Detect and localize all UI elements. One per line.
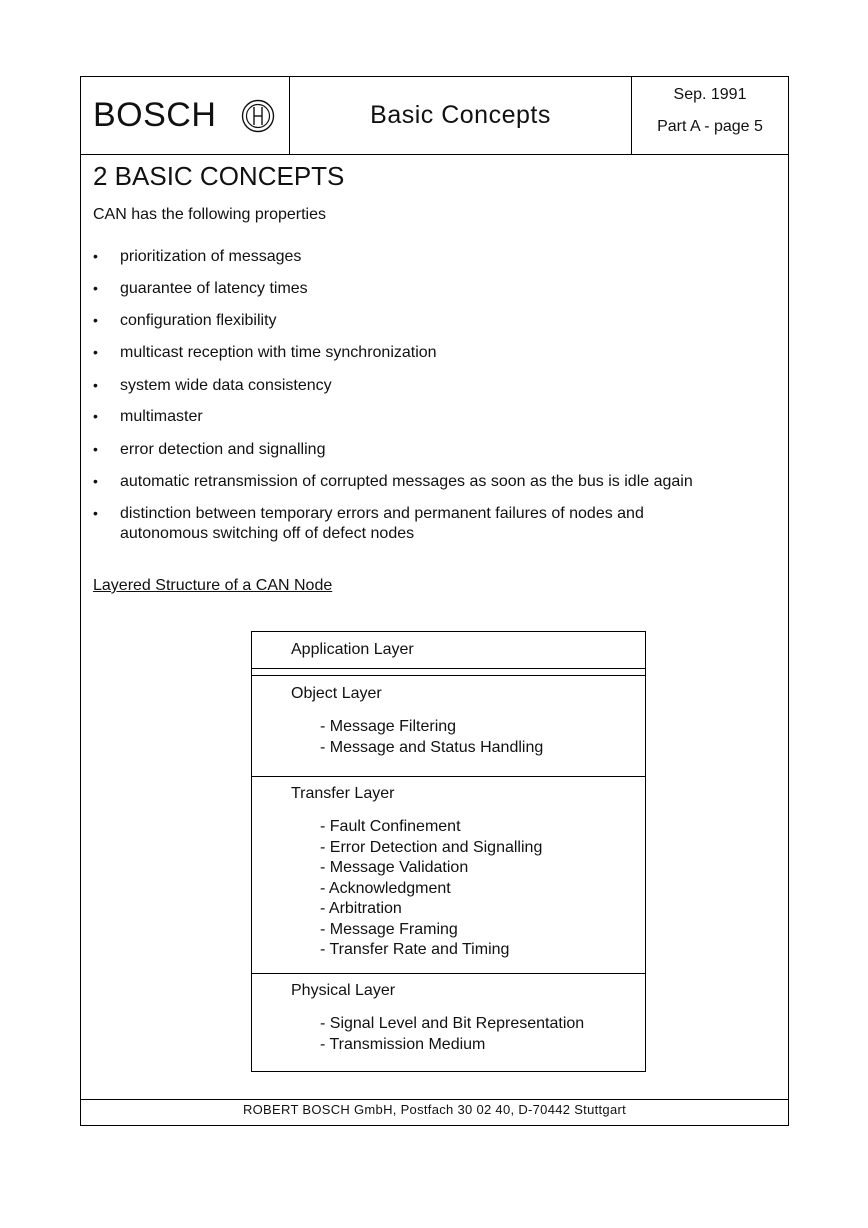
diagram-heading: Layered Structure of a CAN Node xyxy=(93,577,333,594)
layer-diagram xyxy=(251,631,646,1072)
section-title: 2 BASIC CONCEPTS xyxy=(93,161,345,191)
page-footer: ROBERT BOSCH GmbH, Postfach 30 02 40, D-70442 Stuttgart xyxy=(242,1102,627,1117)
list-item: - Acknowledgment xyxy=(320,879,451,897)
layer-divider xyxy=(252,668,645,669)
list-item: - Message and Status Handling xyxy=(320,738,544,756)
document-title: Basic Concepts xyxy=(370,101,551,129)
document-date: Sep. 1991 xyxy=(673,86,747,103)
layer-item-list xyxy=(320,717,543,758)
bosch-armature-logo-icon xyxy=(241,99,275,133)
brand-name: BOSCH xyxy=(93,96,217,134)
footer-divider xyxy=(81,1099,788,1100)
layer-name: Object Layer xyxy=(291,685,382,702)
list-item: - Signal Level and Bit Representation xyxy=(320,1015,585,1032)
header-date-cell xyxy=(632,77,788,155)
header-logo-cell xyxy=(81,77,290,155)
section-intro: CAN has the following properties xyxy=(93,206,327,223)
layer-object xyxy=(252,676,645,776)
layer-item-list xyxy=(320,1014,584,1055)
list-item: - Transfer Rate and Timing xyxy=(320,941,510,958)
bullet-icon: • xyxy=(93,441,98,457)
list-item: - Error Detection and Signalling xyxy=(320,838,543,856)
bullet-icon: • xyxy=(93,280,98,296)
bullet-icon: • xyxy=(93,505,98,521)
layer-item-list xyxy=(320,817,542,961)
page-header xyxy=(81,77,788,155)
page-frame: BOSCH Basic Concepts Sep. 1991 Part A - page 5 2 BASIC CONCEPTS CAN has the following properties • prioritization of messages • guarantee of latency times • configuration flexibility • multicast reception with time synchronization • system wide data consistency • multimaster • error detection and signalling • automatic retransmission of corrupted messages as soon as the bus is idle again • distinction between temporary errors and permanent failures of nodes and autonomous switching off of defect nodes Layered Structure of a CAN Node Application Layer Object Layer - Message Filtering - Message and Status Handling Transfer Layer - Fault Confinement - Error Detection and Signalling - Message Validation - Acknowledgment - Arbitration - Message Framing - Transfer Rate and Timing Physical Layer - Signal Level and Bit Representation - Transmission Medium ROBERT BOSCH GmbH, Postfach 30 02 40, D-70442 Stuttgart xyxy=(80,76,789,1126)
header-title-cell xyxy=(290,77,632,155)
list-item: - Fault Confinement xyxy=(320,818,461,835)
bullet-icon: • xyxy=(93,312,98,328)
page-number: Part A - page 5 xyxy=(657,118,763,135)
list-item: - Message Framing xyxy=(320,920,458,938)
bullet-icon: • xyxy=(93,248,98,264)
bullet-icon: • xyxy=(93,344,98,360)
layer-physical xyxy=(252,974,645,1072)
bullet-icon: • xyxy=(93,473,98,489)
list-item: - Message Validation xyxy=(320,859,469,876)
bullet-icon: • xyxy=(93,377,98,393)
list-item: - Transmission Medium xyxy=(320,1035,486,1053)
layer-name: Physical Layer xyxy=(291,982,396,999)
bullet-icon: • xyxy=(93,408,98,424)
list-item: - Arbitration xyxy=(320,900,402,917)
layer-name: Application Layer xyxy=(291,641,414,658)
layer-transfer xyxy=(252,777,645,973)
list-item: - Message Filtering xyxy=(320,718,457,735)
layer-application xyxy=(252,632,645,668)
layer-name: Transfer Layer xyxy=(291,785,395,802)
